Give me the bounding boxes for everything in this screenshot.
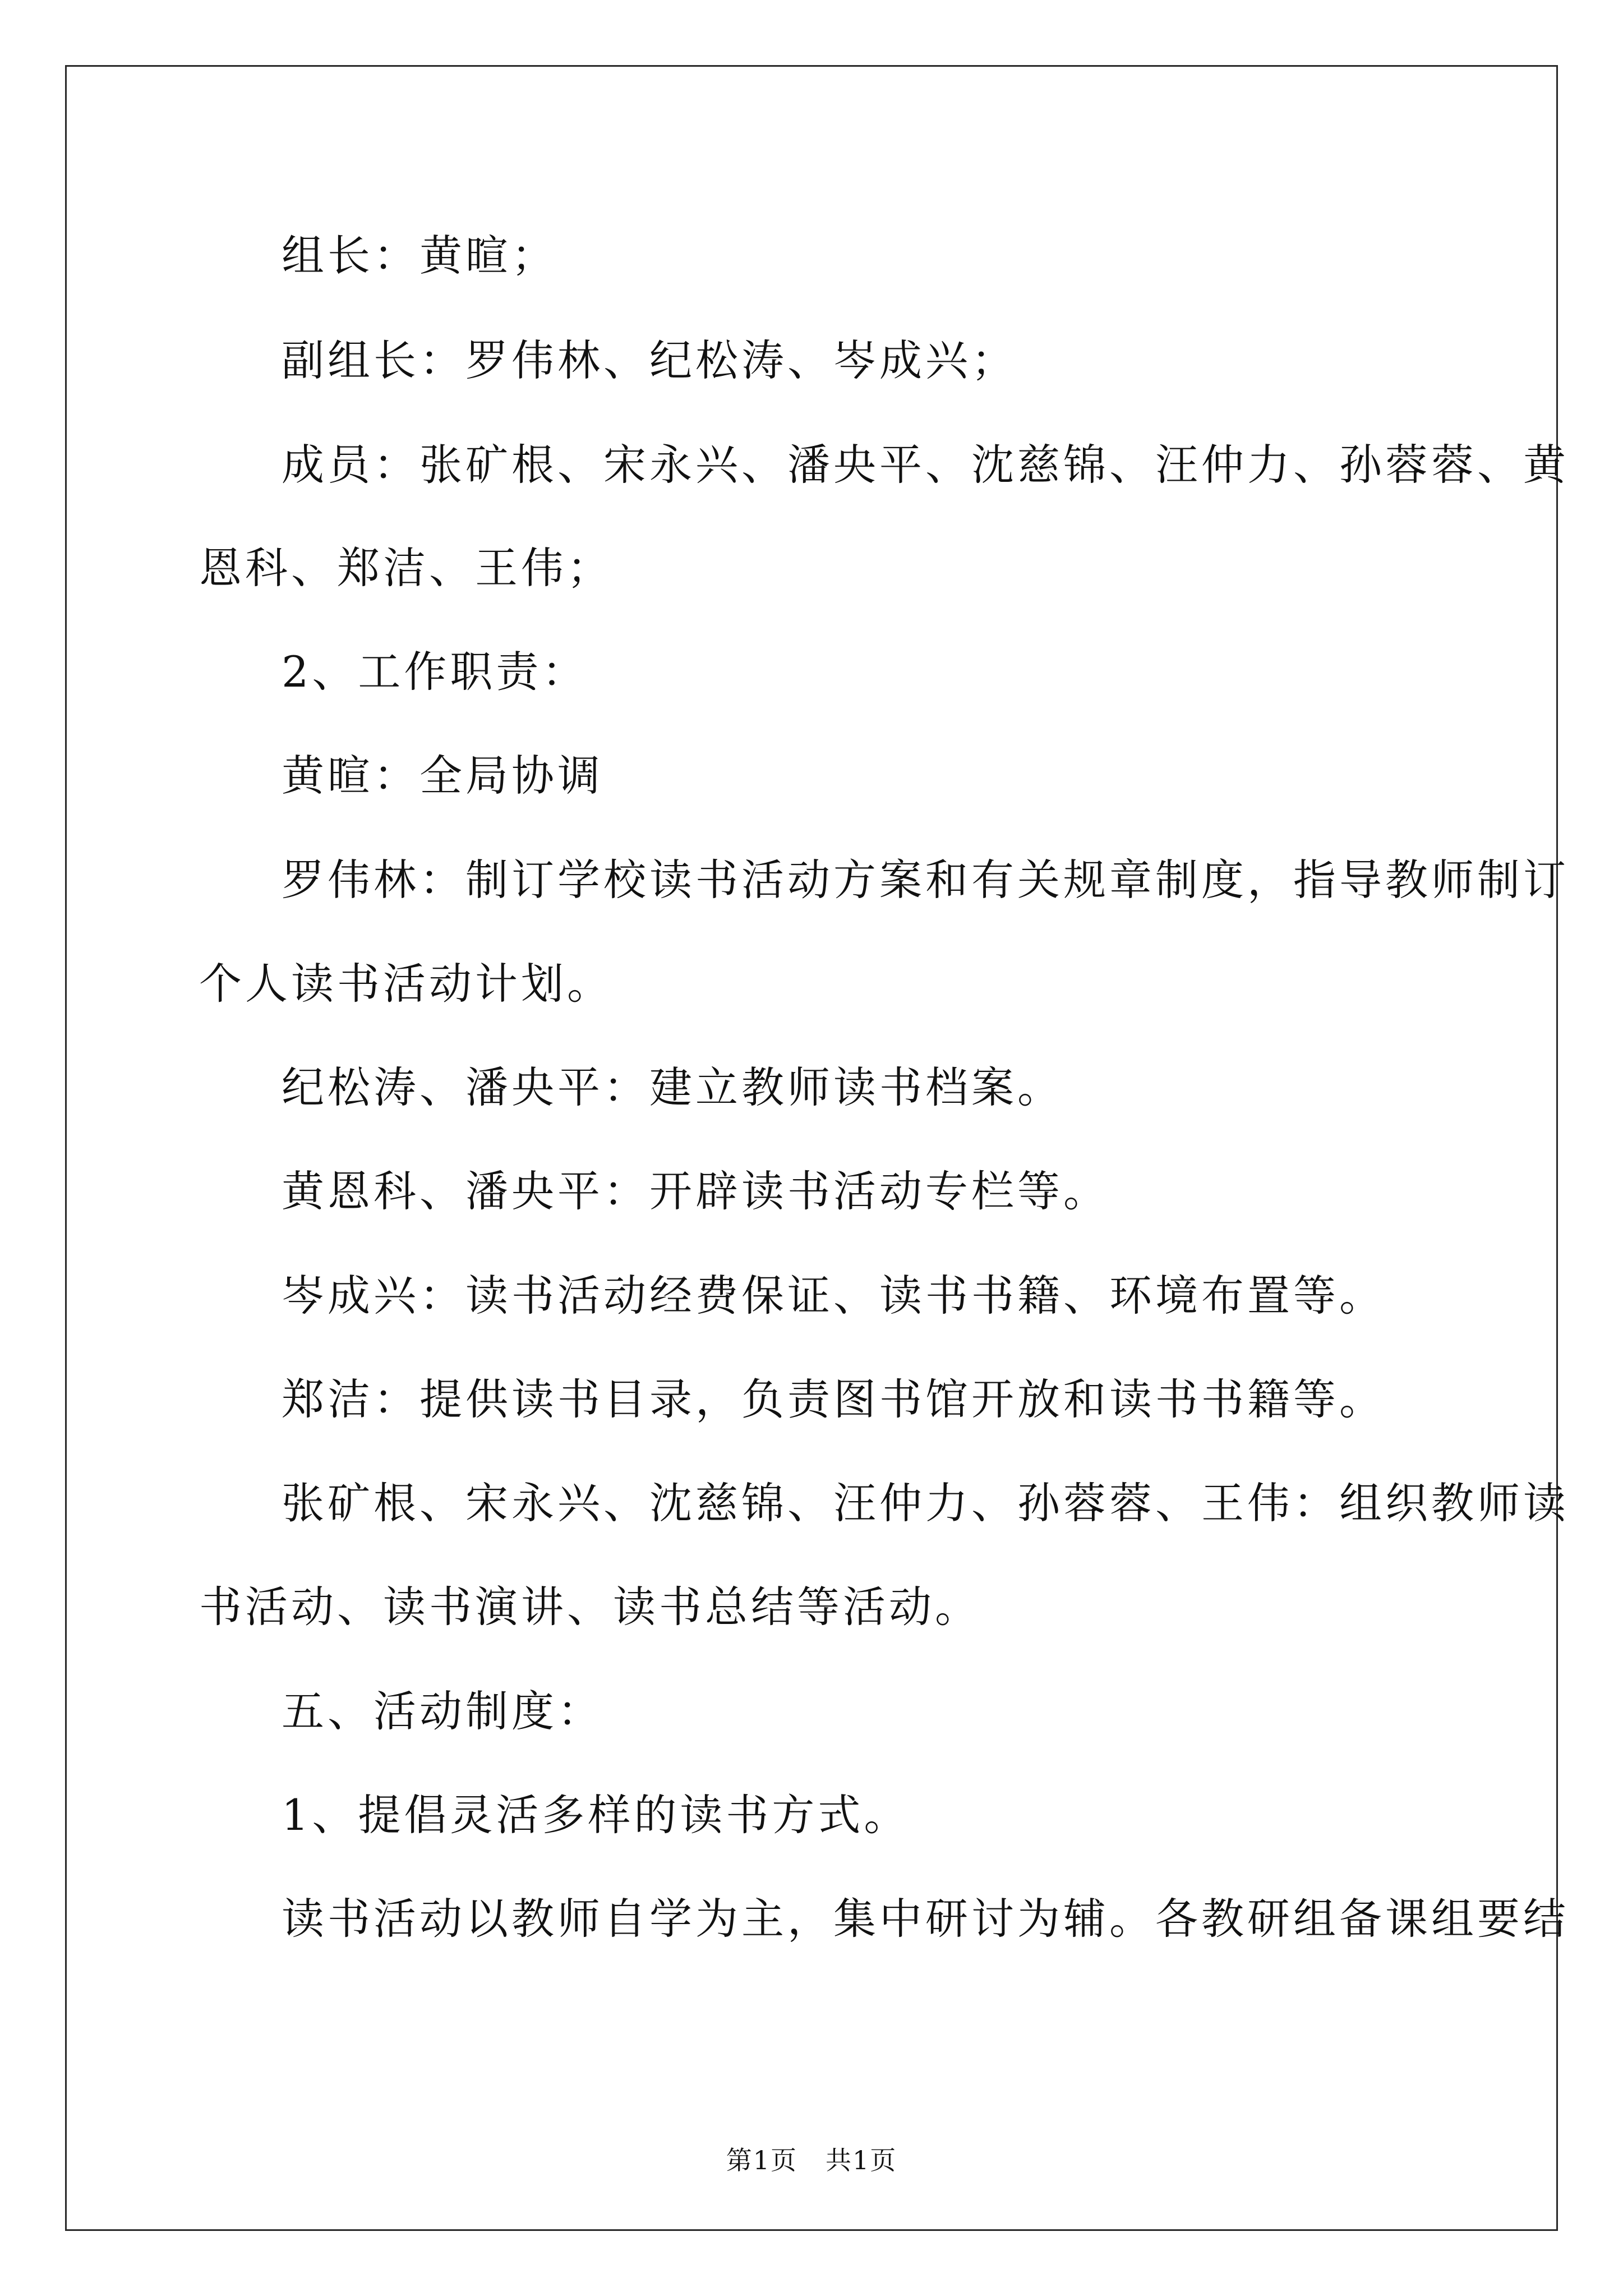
paragraph-line: 恩科、郑洁、王伟； [199,543,613,593]
page-footer [0,2140,1623,2177]
page-number: 第1页 [726,2145,797,2175]
paragraph-line: 个人读书活动计划。 [199,959,613,1009]
paragraph-line: 读书活动以教师自学为主，集中研讨为辅。各教研组备课组要结 [282,1894,1569,1944]
paragraph-line: 郑洁：提供读书目录，负责图书馆开放和读书书籍等。 [282,1374,1385,1424]
paragraph-line: 副组长：罗伟林、纪松涛、岑成兴； [282,335,1017,385]
paragraph-line: 黄恩科、潘央平：开辟读书活动专栏等。 [282,1166,1109,1216]
paragraph-line: 成员：张矿根、宋永兴、潘央平、沈慈锦、汪仲力、孙蓉蓉、黄 [282,440,1569,490]
paragraph-line: 纪松涛、潘央平：建立教师读书档案。 [282,1062,1063,1112]
paragraph-line: 1、提倡灵活多样的读书方式。 [282,1790,910,1840]
paragraph-line: 黄暄：全局协调 [282,751,603,800]
paragraph-line: 五、活动制度： [282,1686,603,1736]
paragraph-line: 岑成兴：读书活动经费保证、读书书籍、环境布置等。 [282,1271,1385,1320]
paragraph-line: 组长：黄暄； [282,231,557,280]
paragraph-line: 书活动、读书演讲、读书总结等活动。 [199,1582,981,1632]
paragraph-line: 2、工作职责： [282,647,588,697]
paragraph-line: 张矿根、宋永兴、沈慈锦、汪仲力、孙蓉蓉、王伟：组织教师读 [282,1478,1569,1528]
page-total: 共1页 [826,2145,897,2175]
paragraph-line: 罗伟林：制订学校读书活动方案和有关规章制度，指导教师制订 [282,855,1569,905]
